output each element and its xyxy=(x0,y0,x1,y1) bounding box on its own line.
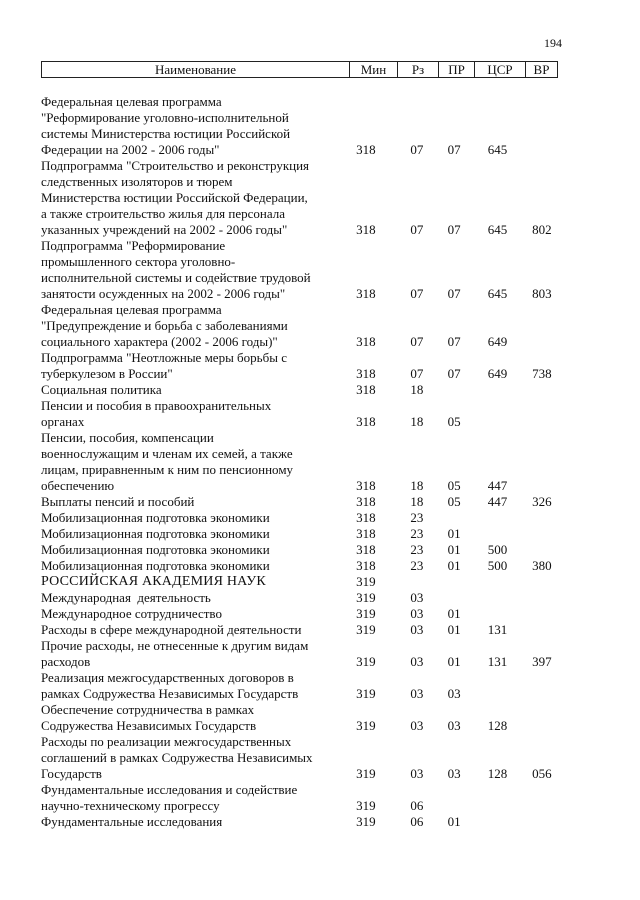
table-row xyxy=(41,590,561,606)
row-name xyxy=(41,670,334,702)
table-row xyxy=(41,510,561,526)
cell-vr: 326 xyxy=(532,494,552,509)
row-name xyxy=(41,542,334,558)
cell-csr: 500 xyxy=(487,558,508,573)
cell-rz: 07 xyxy=(410,334,424,349)
row-name-line: "Предупреждение и борьба с заболеваниями xyxy=(41,318,288,333)
cell-csr: 447 xyxy=(487,494,508,509)
cell-rz: 07 xyxy=(410,142,424,157)
row-name-line: Фундаментальные исследования xyxy=(41,814,223,829)
cell-min: 318 xyxy=(356,414,376,429)
cell-csr: 649 xyxy=(487,366,508,381)
cell-min: 319 xyxy=(356,622,376,637)
cell-min: 319 xyxy=(356,574,376,589)
cell-min: 319 xyxy=(356,718,376,733)
table-row xyxy=(41,526,561,542)
cell-min: 318 xyxy=(356,526,376,541)
table-row xyxy=(41,238,561,302)
cell-rz: 03 xyxy=(410,606,424,621)
header-rz: Рз xyxy=(397,62,438,77)
table-row xyxy=(41,382,561,398)
table-row xyxy=(41,622,561,638)
cell-pr: 01 xyxy=(447,542,461,557)
cell-min: 318 xyxy=(356,510,376,525)
row-name-line: "Реформирование уголовно-исполнительной xyxy=(41,110,289,125)
table-row xyxy=(41,574,561,590)
row-name-line: промышленного сектора уголовно- xyxy=(41,254,236,269)
row-name xyxy=(41,638,334,670)
row-name-line: Мобилизационная подготовка экономики xyxy=(41,526,270,541)
cell-pr: 01 xyxy=(447,622,461,637)
cell-min: 319 xyxy=(356,590,376,605)
row-name-line: занятости осужденных на 2002 - 2006 годы" xyxy=(41,286,286,301)
cell-rz: 03 xyxy=(410,654,424,669)
cell-csr: 131 xyxy=(487,622,508,637)
cell-pr: 03 xyxy=(447,718,461,733)
row-name xyxy=(41,430,334,494)
cell-csr: 649 xyxy=(487,334,508,349)
cell-pr: 01 xyxy=(447,606,461,621)
row-name-line: расходов xyxy=(41,654,91,669)
cell-csr: 447 xyxy=(487,478,508,493)
row-name-line: следственных изоляторов и тюрем xyxy=(41,174,233,189)
cell-pr: 07 xyxy=(447,286,461,301)
cell-rz: 07 xyxy=(410,366,424,381)
header-pr: ПР xyxy=(438,62,474,77)
table-row xyxy=(41,542,561,558)
row-name xyxy=(41,622,334,638)
row-name xyxy=(41,574,334,590)
row-name xyxy=(41,158,334,238)
row-name xyxy=(41,782,334,814)
table-row xyxy=(41,350,561,382)
cell-min: 318 xyxy=(356,382,376,397)
cell-rz: 23 xyxy=(410,542,424,557)
row-name xyxy=(41,702,334,734)
cell-pr: 05 xyxy=(447,414,461,429)
row-name-line: Подпрограмма "Строительство и реконструкция xyxy=(41,158,310,173)
cell-rz: 18 xyxy=(410,414,424,429)
table-row xyxy=(41,302,561,350)
cell-vr: 380 xyxy=(532,558,552,573)
cell-min: 318 xyxy=(356,286,376,301)
table-row xyxy=(41,702,561,734)
header-vr: ВР xyxy=(525,62,557,77)
row-name xyxy=(41,94,334,158)
row-name xyxy=(41,238,334,302)
cell-csr: 645 xyxy=(487,142,508,157)
row-name-line: РОССИЙСКАЯ АКАДЕМИЯ НАУК xyxy=(41,574,266,589)
cell-pr: 07 xyxy=(447,334,461,349)
table-row xyxy=(41,734,561,782)
row-name-line: социального характера (2002 - 2006 годы)" xyxy=(41,334,278,349)
cell-min: 318 xyxy=(356,558,376,573)
cell-vr: 056 xyxy=(532,766,552,781)
row-name-line: Пенсии и пособия в правоохранительных xyxy=(41,398,272,413)
cell-vr: 803 xyxy=(532,286,552,301)
row-name xyxy=(41,382,334,398)
row-name-line: военнослужащим и членам их семей, а также xyxy=(41,446,293,461)
cell-rz: 06 xyxy=(410,798,424,813)
row-name-line: исполнительной системы и содействие трудовой xyxy=(41,270,311,285)
cell-min: 319 xyxy=(356,654,376,669)
table-body xyxy=(41,94,561,830)
cell-rz: 03 xyxy=(410,686,424,701)
cell-min: 319 xyxy=(356,606,376,621)
row-name-line: Мобилизационная подготовка экономики xyxy=(41,542,270,557)
cell-csr: 645 xyxy=(487,286,508,301)
cell-min: 319 xyxy=(356,686,376,701)
row-name-line: туберкулезом в России" xyxy=(41,366,173,381)
cell-pr: 03 xyxy=(447,686,461,701)
cell-min: 319 xyxy=(356,814,376,829)
row-name-line: научно-техническому прогрессу xyxy=(41,798,220,813)
row-name xyxy=(41,494,334,510)
cell-min: 319 xyxy=(356,766,376,781)
row-name-line: Социальная политика xyxy=(41,382,162,397)
cell-rz: 18 xyxy=(410,478,424,493)
table-row xyxy=(41,558,561,574)
cell-rz: 23 xyxy=(410,510,424,525)
table-row xyxy=(41,670,561,702)
table-row xyxy=(41,94,561,158)
row-name-line: системы Министерства юстиции Российской xyxy=(41,126,291,141)
table-row xyxy=(41,606,561,622)
row-name-line: Федерации на 2002 - 2006 годы" xyxy=(41,142,220,157)
cell-csr: 500 xyxy=(487,542,508,557)
cell-csr: 128 xyxy=(487,766,508,781)
row-name-line: Выплаты пенсий и пособий xyxy=(41,494,195,509)
cell-pr: 01 xyxy=(447,654,461,669)
cell-min: 318 xyxy=(356,366,376,381)
row-name-line: соглашений в рамках Содружества Независимых xyxy=(41,750,313,765)
cell-pr: 07 xyxy=(447,222,461,237)
cell-rz: 03 xyxy=(410,590,424,605)
cell-vr: 802 xyxy=(532,222,552,237)
row-name-line: указанных учреждений на 2002 - 2006 годы" xyxy=(41,222,288,237)
row-name-line: а также строительство жилья для персонала xyxy=(41,206,285,221)
cell-pr: 01 xyxy=(447,526,461,541)
row-name xyxy=(41,814,334,830)
cell-rz: 03 xyxy=(410,766,424,781)
table-row xyxy=(41,494,561,510)
row-name-line: Обеспечение сотрудничества в рамках xyxy=(41,702,255,717)
table-row xyxy=(41,398,561,430)
row-name-line: Федеральная целевая программа xyxy=(41,94,222,109)
row-name xyxy=(41,350,334,382)
cell-pr: 03 xyxy=(447,766,461,781)
cell-csr: 645 xyxy=(487,222,508,237)
cell-pr: 05 xyxy=(447,478,461,493)
cell-rz: 06 xyxy=(410,814,424,829)
cell-csr: 131 xyxy=(487,654,508,669)
cell-rz: 07 xyxy=(410,222,424,237)
row-name-line: Подпрограмма "Реформирование xyxy=(41,238,226,253)
cell-min: 319 xyxy=(356,798,376,813)
row-name xyxy=(41,606,334,622)
row-name-line: обеспечению xyxy=(41,478,115,493)
table-row xyxy=(41,814,561,830)
row-name-line: Мобилизационная подготовка экономики xyxy=(41,558,270,573)
cell-rz: 18 xyxy=(410,382,424,397)
row-name-line: Содружества Независимых Государств xyxy=(41,718,257,733)
cell-vr: 738 xyxy=(532,366,552,381)
cell-pr: 07 xyxy=(447,142,461,157)
row-name-line: Фундаментальные исследования и содействие xyxy=(41,782,298,797)
cell-min: 318 xyxy=(356,478,376,493)
row-name-line: рамках Содружества Независимых Государств xyxy=(41,686,299,701)
table-row xyxy=(41,158,561,238)
header-min: Мин xyxy=(349,62,397,77)
row-name-line: Пенсии, пособия, компенсации xyxy=(41,430,214,445)
header-csr: ЦСР xyxy=(474,62,525,77)
row-name xyxy=(41,510,334,526)
table-header xyxy=(41,61,558,78)
row-name-line: органах xyxy=(41,414,85,429)
cell-pr: 05 xyxy=(447,494,461,509)
row-name xyxy=(41,398,334,430)
row-name-line: Реализация межгосударственных договоров в xyxy=(41,670,294,685)
cell-rz: 23 xyxy=(410,558,424,573)
row-name xyxy=(41,558,334,574)
row-name-line: Федеральная целевая программа xyxy=(41,302,222,317)
row-name-line: Государств xyxy=(41,766,102,781)
cell-rz: 03 xyxy=(410,622,424,637)
cell-rz: 03 xyxy=(410,718,424,733)
table-row xyxy=(41,782,561,814)
row-name-line: Расходы в сфере международной деятельности xyxy=(41,622,302,637)
row-name-line: Прочие расходы, не отнесенные к другим видам xyxy=(41,638,309,653)
cell-rz: 23 xyxy=(410,526,424,541)
cell-pr: 07 xyxy=(447,366,461,381)
row-name-line: Подпрограмма "Неотложные меры борьбы с xyxy=(41,350,287,365)
row-name-line: Мобилизационная подготовка экономики xyxy=(41,510,270,525)
row-name xyxy=(41,590,334,606)
cell-min: 318 xyxy=(356,494,376,509)
header-name: Наименование xyxy=(155,62,236,77)
row-name-line: лицам, приравненным к ним по пенсионному xyxy=(41,462,294,477)
cell-rz: 18 xyxy=(410,494,424,509)
row-name-line: Министерства юстиции Российской Федерации, xyxy=(41,190,308,205)
cell-csr: 128 xyxy=(487,718,508,733)
row-name xyxy=(41,302,334,350)
cell-min: 318 xyxy=(356,334,376,349)
cell-pr: 01 xyxy=(447,814,461,829)
page-number: 194 xyxy=(544,36,562,50)
cell-min: 318 xyxy=(356,542,376,557)
row-name xyxy=(41,526,334,542)
cell-min: 318 xyxy=(356,222,376,237)
cell-min: 318 xyxy=(356,142,376,157)
row-name-line: Расходы по реализации межгосударственных xyxy=(41,734,292,749)
row-name xyxy=(41,734,334,782)
cell-vr: 397 xyxy=(532,654,552,669)
cell-rz: 07 xyxy=(410,286,424,301)
row-name-line: Международное сотрудничество xyxy=(41,606,222,621)
row-name-line: Международная деятельность xyxy=(41,590,211,605)
cell-pr: 01 xyxy=(447,558,461,573)
table-row xyxy=(41,638,561,670)
table-row xyxy=(41,430,561,494)
